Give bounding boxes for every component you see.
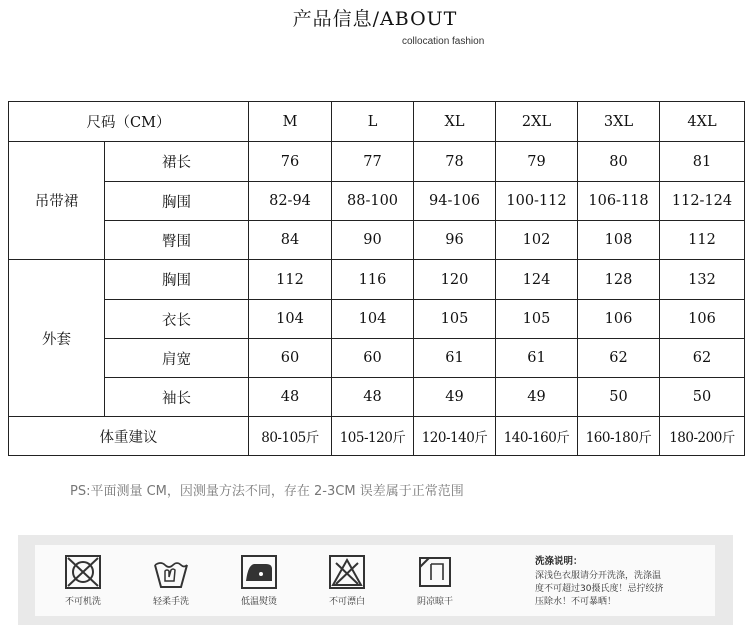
row-label: 衣长	[105, 300, 249, 339]
table-cell: 88-100	[332, 182, 414, 221]
size-col-xl: XL	[414, 102, 496, 142]
table-cell: 50	[578, 378, 660, 417]
page-subtitle: collocation fashion	[402, 36, 485, 47]
size-col-l: L	[332, 102, 414, 142]
table-cell: 62	[660, 339, 745, 378]
table-cell: 94-106	[414, 182, 496, 221]
row-label: 胸围	[105, 260, 249, 300]
table-cell: 120	[414, 260, 496, 300]
row-label: 臀围	[105, 221, 249, 260]
table-cell: 100-112	[496, 182, 578, 221]
table-cell: 76	[249, 142, 332, 182]
care-label: 轻柔手洗	[152, 597, 189, 607]
table-cell: 79	[496, 142, 578, 182]
table-row	[9, 221, 745, 260]
table-cell: 112-124	[660, 182, 745, 221]
wash-instructions-line: 度不可超过30摄氏度！忌拧绞挤	[535, 584, 664, 594]
shade-dry-icon	[415, 553, 455, 591]
table-cell: 61	[414, 339, 496, 378]
care-label: 阴凉晾干	[416, 597, 453, 607]
weight-label: 体重建议	[9, 417, 249, 456]
table-cell: 132	[660, 260, 745, 300]
table-row	[9, 260, 745, 300]
size-table-body	[9, 102, 745, 456]
group-label-dress: 吊带裙	[9, 142, 105, 260]
table-cell: 140-160斤	[496, 417, 578, 456]
wash-instructions-line: 压除水！不可暴晒！	[535, 597, 617, 607]
table-cell: 108	[578, 221, 660, 260]
table-cell: 49	[496, 378, 578, 417]
table-cell: 84	[249, 221, 332, 260]
no-bleach-icon	[327, 553, 367, 591]
table-cell: 82-94	[249, 182, 332, 221]
size-header-row	[9, 102, 745, 142]
low-iron-icon	[239, 553, 279, 591]
table-row	[9, 339, 745, 378]
weight-row	[9, 417, 745, 456]
table-cell: 102	[496, 221, 578, 260]
care-panel	[18, 535, 733, 625]
table-cell: 112	[660, 221, 745, 260]
table-cell: 78	[414, 142, 496, 182]
row-label: 胸围	[105, 182, 249, 221]
table-row	[9, 182, 745, 221]
table-cell: 105	[414, 300, 496, 339]
table-cell: 104	[332, 300, 414, 339]
table-cell: 50	[660, 378, 745, 417]
table-cell: 106-118	[578, 182, 660, 221]
table-cell: 106	[660, 300, 745, 339]
measurement-note: PS:平面测量 CM，因测量方法不同，存在 2-3CM 误差属于正常范围	[70, 484, 464, 499]
row-label: 裙长	[105, 142, 249, 182]
size-col-4xl: 4XL	[660, 102, 745, 142]
size-col-m: M	[249, 102, 332, 142]
table-row	[9, 142, 745, 182]
table-cell: 80	[578, 142, 660, 182]
table-cell: 48	[332, 378, 414, 417]
table-cell: 90	[332, 221, 414, 260]
table-cell: 116	[332, 260, 414, 300]
table-cell: 61	[496, 339, 578, 378]
care-item-no-machine-wash	[53, 553, 113, 607]
table-row	[9, 378, 745, 417]
care-item-hand-wash	[141, 553, 201, 607]
table-cell: 124	[496, 260, 578, 300]
table-cell: 105-120斤	[332, 417, 414, 456]
table-cell: 77	[332, 142, 414, 182]
size-table	[8, 101, 745, 456]
wash-instructions-line: 深浅色衣服请分开洗涤，洗涤温	[535, 571, 662, 581]
care-item-no-bleach	[317, 553, 377, 607]
table-row	[9, 300, 745, 339]
wash-instructions-title: 洗涤说明：	[535, 556, 583, 567]
care-label: 不可机洗	[64, 597, 101, 607]
size-header-label: 尺码（CM）	[9, 102, 249, 142]
table-cell: 80-105斤	[249, 417, 332, 456]
care-item-low-iron	[229, 553, 289, 607]
group-label-coat: 外套	[9, 260, 105, 417]
table-cell: 60	[249, 339, 332, 378]
hand-wash-icon	[151, 553, 191, 591]
table-cell: 106	[578, 300, 660, 339]
care-panel-inner	[35, 545, 715, 616]
no-machine-wash-icon	[63, 553, 103, 591]
page-title: 产品信息/ABOUT	[292, 8, 458, 30]
table-cell: 112	[249, 260, 332, 300]
table-cell: 104	[249, 300, 332, 339]
care-item-shade-dry	[405, 553, 465, 607]
table-cell: 49	[414, 378, 496, 417]
table-cell: 128	[578, 260, 660, 300]
wash-instructions	[535, 553, 715, 609]
table-cell: 160-180斤	[578, 417, 660, 456]
table-cell: 105	[496, 300, 578, 339]
table-cell: 96	[414, 221, 496, 260]
table-cell: 60	[332, 339, 414, 378]
row-label: 肩宽	[105, 339, 249, 378]
size-col-2xl: 2XL	[496, 102, 578, 142]
care-label: 低温熨烫	[240, 597, 277, 607]
table-cell: 180-200斤	[660, 417, 745, 456]
row-label: 袖长	[105, 378, 249, 417]
table-cell: 81	[660, 142, 745, 182]
table-cell: 120-140斤	[414, 417, 496, 456]
care-label: 不可漂白	[328, 597, 365, 607]
size-col-3xl: 3XL	[578, 102, 660, 142]
table-cell: 62	[578, 339, 660, 378]
table-cell: 48	[249, 378, 332, 417]
